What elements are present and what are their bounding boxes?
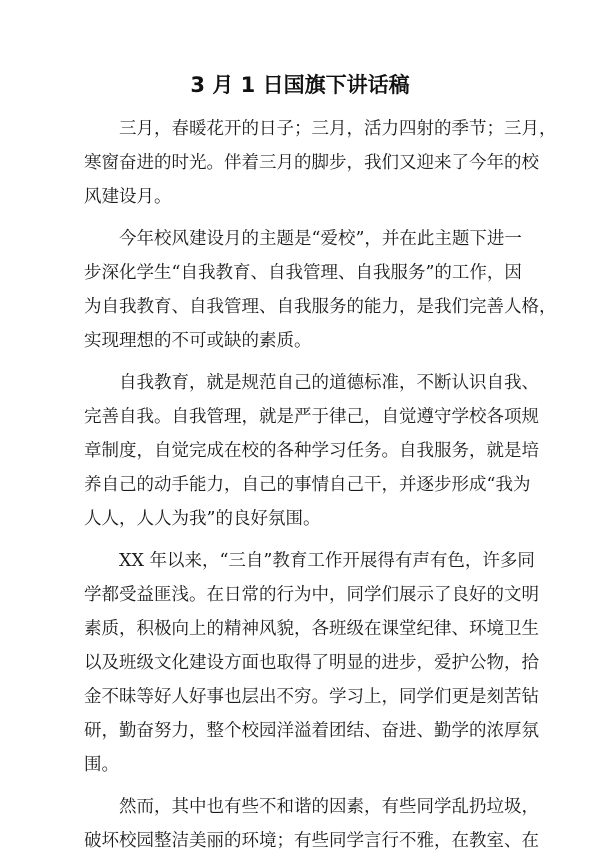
text-line: 自我教育，就是规范自己的道德标准，不断认识自我、 [119,373,539,393]
text-line: 步深化学生“自我教育、自我管理、自我服务”的工作，因 [84,263,522,283]
text-line: 实现理想的不可或缺的素质。 [84,331,312,351]
paragraph-gap [84,214,516,222]
paragraph-gap [84,358,516,366]
text-line: 围。 [84,755,119,775]
text-line: 三月，春暖花开的日子；三月，活力四射的季节；三月， [119,119,557,139]
text-line: 养自己的动手能力，自己的事情自己干，并逐步形成“我为 [84,475,531,495]
text-line: 研，勤奋努力，整个校园洋溢着团结、奋进、勤学的浓厚氛 [84,721,539,741]
text-line: 寒窗奋进的时光。伴着三月的脚步，我们又迎来了今年的校 [84,153,539,173]
paragraph [84,790,539,858]
text-line: 今年校风建设月的主题是“爱校”，并在此主题下进一 [119,229,522,249]
document-body [84,112,557,858]
paragraph-gap [84,782,516,790]
text-line: 破坏校园整洁美丽的环境；有些同学言行不雅，在教室、在 [84,831,539,851]
text-line: 风建设月。 [84,187,172,207]
paragraph [84,112,557,214]
paragraph-gap [84,536,516,544]
text-line: 以及班级文化建设方面也取得了明显的进步，爱护公物，拾 [84,653,539,673]
text-line: XX 年以来，“三自”教育工作开展得有声有色，许多同 [119,551,535,571]
text-line: 金不昧等好人好事也层出不穷。学习上，同学们更是刻苦钻 [84,687,539,707]
text-line: 人人，人人为我”的良好氛围。 [84,509,321,529]
text-line: 为自我教育、自我管理、自我服务的能力，是我们完善人格， [84,297,557,317]
text-line: 素质，积极向上的精神风貌，各班级在课堂纪律、环境卫生 [84,619,539,639]
document-title: 3 月 1 日国旗下讲话稿 [190,73,410,97]
paragraph [84,544,539,782]
text-line: 然而，其中也有些不和谐的因素，有些同学乱扔垃圾， [119,797,539,817]
text-line: 学都受益匪浅。在日常的行为中，同学们展示了良好的文明 [84,585,539,605]
text-line: 章制度，自觉完成在校的各种学习任务。自我服务，就是培 [84,441,539,461]
text-line: 完善自我。自我管理，就是严于律己，自觉遵守学校各项规 [84,407,539,427]
paragraph [84,366,539,536]
paragraph [84,222,557,358]
